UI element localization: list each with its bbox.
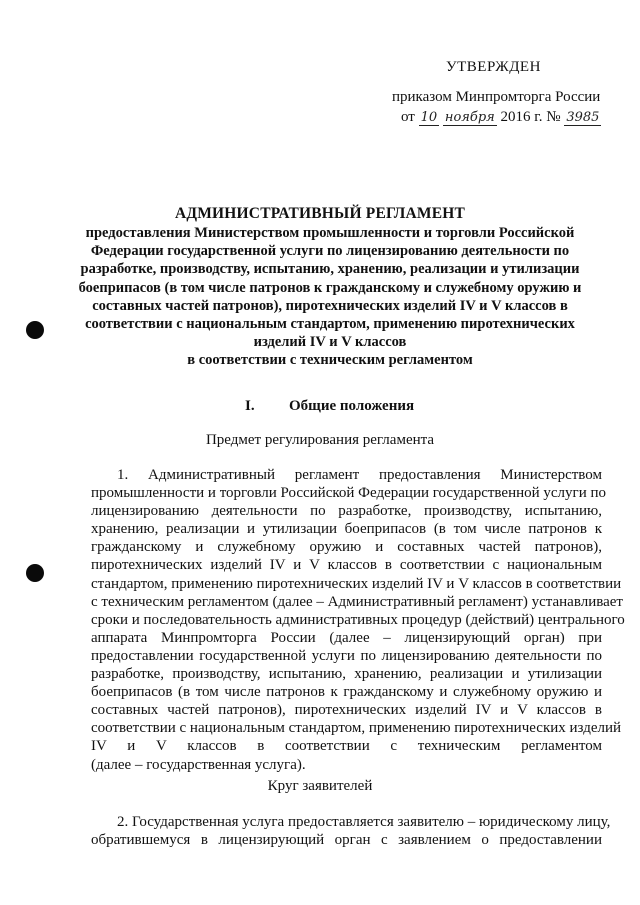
subtitle-line: составных частей патронов), пиротехнических изделий IV и V классов в (92, 297, 568, 314)
paragraph-2 (91, 813, 611, 849)
year-text: 2016 г. № (500, 109, 561, 125)
handwritten-number: 3985 (566, 110, 600, 125)
document-subtitle (60, 224, 600, 370)
subsection-heading: Круг заявителей (267, 778, 373, 794)
approval-date-line (401, 108, 601, 127)
subtitle-line: соответствии с национальным стандартом, применению пиротехнических (85, 316, 575, 333)
handwritten-month: ноября (444, 110, 495, 125)
subtitle-line: боеприпасов (в том числе патронов к гражданскому и служебному оружию и (78, 279, 582, 296)
subsection-heading: Предмет регулирования регламента (205, 432, 435, 448)
paragraph-line: стандартом, применению пиротехнических изделий IV и V классов в соответствии (91, 575, 622, 592)
paragraph-1 (91, 466, 625, 774)
handwritten-day: 10 (420, 110, 438, 125)
approval-order-text: приказом Минпромторга России (392, 89, 601, 105)
paragraph-line: составных частей патронов), пиротехнических изделий IV и V классов в (91, 702, 602, 719)
paragraph-line: обратившемуся в лицензирующий орган с заявлением о предоставлении (91, 832, 602, 849)
subtitle-line: предоставления Министерством промышленности и торговли Российской (85, 225, 575, 241)
paragraph-line: с техническим регламентом (далее – Административный регламент) устанавливает (91, 593, 623, 610)
paragraph-line: разработке, производству, испытанию, хранению, реализации и утилизации (91, 666, 602, 683)
subtitle-line: разработке, производству, испытанию, хранению, реализации и утилизации (80, 261, 580, 278)
paragraph-line: IV и V классов в соответствии с техническим регламентом (91, 738, 602, 755)
paragraph-line: аппарата Минпромторга России (далее – лицензирующий орган) при (91, 629, 602, 646)
paragraph-line: соответствии с национальным стандартом, применению пиротехнических изделий (91, 720, 622, 737)
paragraph-line: 1. Административный регламент предоставления Министерством (117, 467, 602, 483)
paragraph-line: гражданскому и служебному оружию и составных частей патронов), (91, 539, 602, 556)
subtitle-line: изделий IV и V классов (253, 334, 407, 351)
paragraph-line: 2. Государственная услуга предоставляется заявителю – юридическому лицу, (117, 814, 611, 830)
section-number: I. (245, 398, 255, 414)
paragraph-line: боеприпасов (в том числе патронов к гражданскому и служебному оружию и (91, 684, 602, 701)
paragraph-line: лицензированию деятельности по разработке, производству, испытанию, (91, 503, 602, 520)
paragraph-line: сроки и последовательность административных процедур (действий) центрального (91, 611, 625, 628)
punch-hole (26, 564, 44, 582)
date-prefix: от (401, 109, 415, 125)
subtitle-line: в соответствии с техническим регламентом (187, 352, 473, 369)
section-title: Общие положения (289, 398, 415, 414)
document-title: АДМИНИСТРАТИВНЫЙ РЕГЛАМЕНТ (174, 205, 466, 222)
subtitle-line: Федерации государственной услуги по лицензированию деятельности по (90, 243, 570, 260)
paragraph-line: промышленности и торговли Российской Федерации государственной услуги по (91, 485, 607, 502)
punch-hole (26, 321, 44, 339)
paragraph-line: пиротехнических изделий IV и V классов в соответствии с национальным (91, 557, 602, 574)
paragraph-line: (далее – государственная услуга). (91, 756, 306, 773)
approval-heading: УТВЕРЖДЕН (446, 59, 541, 75)
paragraph-line: предоставлении государственной услуги по лицензированию деятельности по (91, 647, 602, 664)
paragraph-line: хранению, реализации и утилизации боеприпасов (в том числе патронов к (91, 521, 602, 538)
